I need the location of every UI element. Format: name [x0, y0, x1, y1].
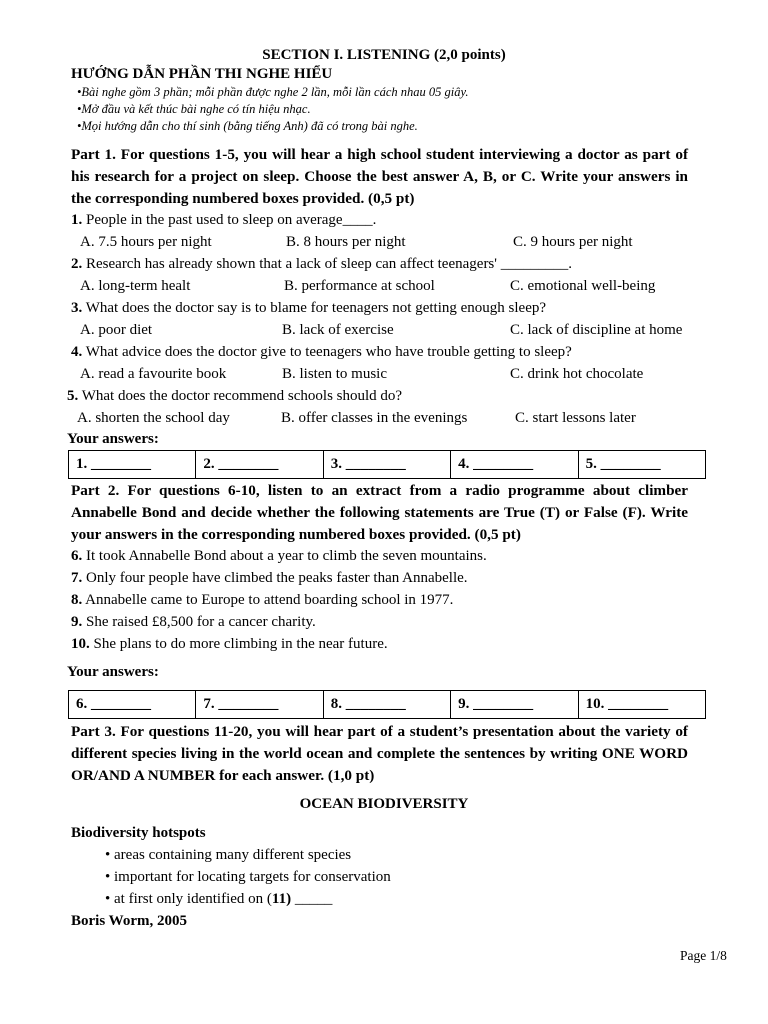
option-1c: C. 9 hours per night	[513, 234, 633, 250]
answers-label: Your answers:	[67, 431, 159, 447]
guide-item: •Bài nghe gồm 3 phần; mỗi phần được nghe 2 lần, mỗi lần cách nhau 05 giây.	[77, 85, 469, 99]
answer-box-6[interactable]: 6. ________	[69, 691, 196, 719]
part3-instruction: Part 3. For questions 11-20, you will hear part of a student’s presentation about the variety of different species living in the world ocean and complete the sentences by writing ONE WORD OR/AND A NUMBER for each answer. (1,0 pt)	[71, 723, 688, 784]
bullet-item: • areas containing many different species	[105, 847, 352, 863]
option-3a: A. poor diet	[80, 322, 153, 338]
option-1a: A. 7.5 hours per night	[80, 234, 212, 250]
option-5c: C. start lessons later	[515, 410, 636, 426]
blank-11[interactable]: _____	[291, 891, 333, 907]
guide-item: •Mở đầu và kết thúc bài nghe có tín hiệu nhạc.	[77, 102, 311, 116]
option-5b: B. offer classes in the evenings	[281, 410, 468, 426]
option-4b: B. listen to music	[282, 366, 387, 382]
answer-box-5[interactable]: 5. ________	[578, 451, 705, 479]
option-2b: B. performance at school	[284, 278, 435, 294]
bullet-icon: •	[105, 891, 115, 907]
option-5a: A. shorten the school day	[77, 410, 230, 426]
statement-9: 9. She raised £8,500 for a cancer charity.	[71, 614, 316, 630]
blank-number: 11)	[271, 891, 292, 907]
question-2: 2. Research has already shown that a lack of sleep can affect teenagers' _________.	[71, 256, 572, 272]
section-title: SECTION I. LISTENING (2,0 points)	[262, 47, 506, 63]
option-3b: B. lack of exercise	[282, 322, 394, 338]
answer-box-2[interactable]: 2. ________	[196, 451, 323, 479]
answer-box-8[interactable]: 8. ________	[323, 691, 450, 719]
statement-8: 8. Annabelle came to Europe to attend boarding school in 1977.	[71, 592, 454, 608]
answer-box-3[interactable]: 3. ________	[323, 451, 450, 479]
guide-heading: HƯỚNG DẪN PHẦN THI NGHE HIỂU	[71, 66, 333, 82]
option-4c: C. drink hot chocolate	[510, 366, 644, 382]
part1-answer-table	[68, 450, 706, 479]
bullet-icon: •	[77, 102, 82, 116]
answer-box-4[interactable]: 4. ________	[451, 451, 578, 479]
bullet-icon: •	[105, 869, 115, 885]
next-heading: Boris Worm, 2005	[71, 913, 187, 929]
question-4: 4. What advice does the doctor give to teenagers who have trouble getting to sleep?	[71, 344, 572, 360]
bullet-icon: •	[77, 85, 82, 99]
bullet-icon: •	[77, 119, 82, 133]
part1-instruction: Part 1. For questions 1-5, you will hear a high school student interviewing a doctor as part of his research for a project on sleep. Choose the best answer A, B, or C. Write your answers in the corresponding numbered boxes provided. (0,5 pt)	[71, 146, 688, 207]
part2-answer-table	[68, 690, 706, 719]
page-number: Page 1/8	[680, 948, 727, 963]
answers-label: Your answers:	[67, 664, 159, 680]
question-3: 3. What does the doctor say is to blame for teenagers not getting enough sleep?	[71, 300, 547, 316]
statement-7: 7. Only four people have climbed the peaks faster than Annabelle.	[71, 570, 468, 586]
option-3c: C. lack of discipline at home	[510, 322, 683, 338]
question-5: 5. What does the doctor recommend schools should do?	[67, 388, 403, 404]
answer-box-7[interactable]: 7. ________	[196, 691, 323, 719]
bullet-item: • important for locating targets for conservation	[105, 869, 391, 885]
guide-item: •Mọi hướng dẫn cho thí sinh (bằng tiếng Anh) đã có trong bài nghe.	[77, 119, 418, 133]
statement-6: 6. It took Annabelle Bond about a year to climb the seven mountains.	[71, 548, 487, 564]
part2-instruction: Part 2. For questions 6-10, listen to an extract from a radio programme about climber Annabelle Bond and decide whether the following statements are True (T) or False (F). Write your answers in the corresponding numbered boxes provided. (0,5 pt)	[71, 482, 688, 543]
subheading: Biodiversity hotspots	[71, 825, 206, 841]
answer-box-9[interactable]: 9. ________	[451, 691, 578, 719]
option-4a: A. read a favourite book	[80, 366, 227, 382]
statement-10: 10. She plans to do more climbing in the near future.	[71, 636, 388, 652]
part3-title: OCEAN BIODIVERSITY	[299, 796, 469, 812]
question-1: 1. People in the past used to sleep on average____.	[71, 212, 377, 228]
bullet-item: • at first only identified on (11) _____	[105, 891, 333, 907]
answer-box-1[interactable]: 1. ________	[69, 451, 196, 479]
answer-box-10[interactable]: 10. ________	[578, 691, 705, 719]
option-1b: B. 8 hours per night	[286, 234, 406, 250]
option-2a: A. long-term healt	[80, 278, 191, 294]
option-2c: C. emotional well-being	[510, 278, 656, 294]
bullet-icon: •	[105, 847, 115, 863]
